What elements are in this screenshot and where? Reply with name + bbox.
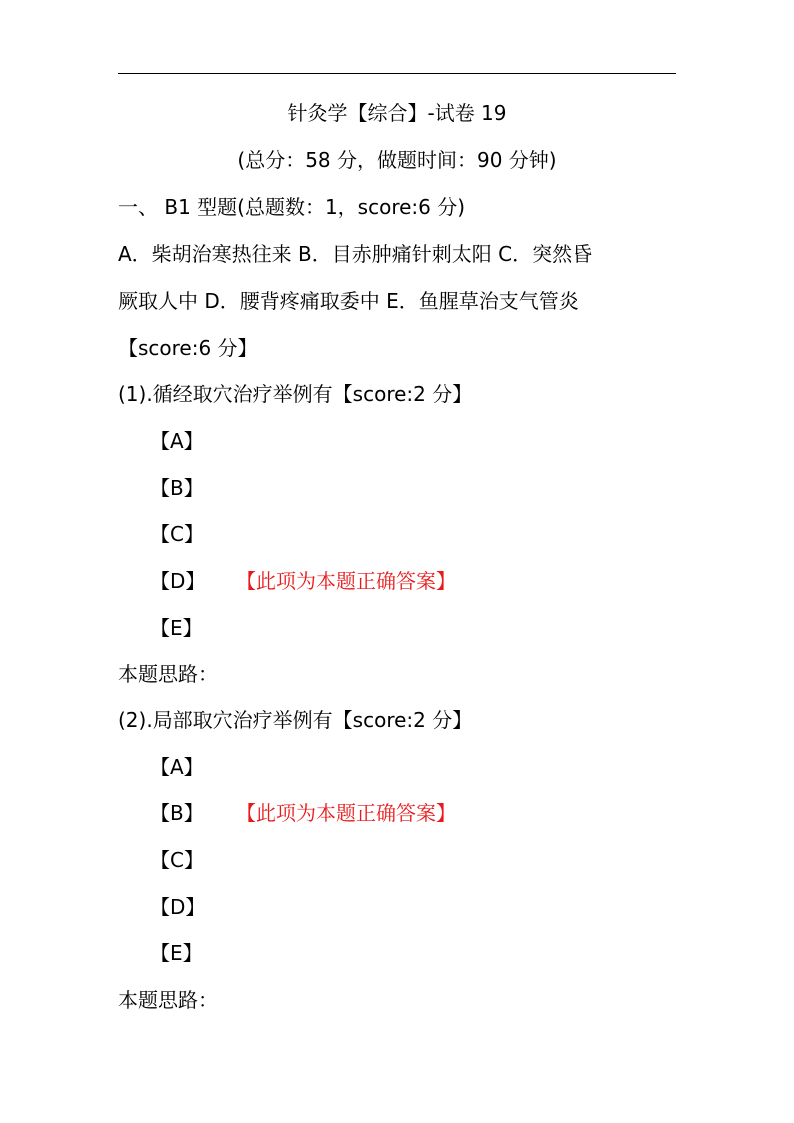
explanation-label: 本题思路：	[118, 662, 218, 686]
option-d: 【D】	[150, 569, 206, 593]
option-a: 【A】	[150, 755, 204, 779]
stem-line: 【score:6 分】	[118, 336, 258, 360]
stem-line: A．柴胡治寒热往来 B．目赤肿痛针刺太阳 C．突然昏	[118, 242, 593, 266]
option-e: 【E】	[150, 941, 203, 965]
correct-answer-mark: 【此项为本题正确答案】	[236, 801, 456, 825]
stem-line: 厥取人中 D．腰背疼痛取委中 E．鱼腥草治支气管炎	[118, 289, 579, 313]
section-heading: 一、 B1 型题(总题数：1，score:6 分)	[118, 195, 466, 219]
option-b: 【B】	[150, 801, 204, 825]
header-rule	[118, 73, 676, 74]
explanation-label: 本题思路：	[118, 988, 218, 1012]
exam-title: 针灸学【综合】-试卷 19	[287, 101, 507, 125]
option-c: 【C】	[150, 848, 204, 872]
exam-subtitle: (总分：58 分，做题时间：90 分钟)	[237, 148, 557, 172]
option-a: 【A】	[150, 429, 204, 453]
question-title: (1).循经取穴治疗举例有【score:2 分】	[118, 382, 473, 406]
option-c: 【C】	[150, 522, 204, 546]
option-d: 【D】	[150, 895, 206, 919]
correct-answer-mark: 【此项为本题正确答案】	[236, 569, 456, 593]
option-b: 【B】	[150, 476, 204, 500]
option-e: 【E】	[150, 616, 203, 640]
question-title: (2).局部取穴治疗举例有【score:2 分】	[118, 708, 473, 732]
